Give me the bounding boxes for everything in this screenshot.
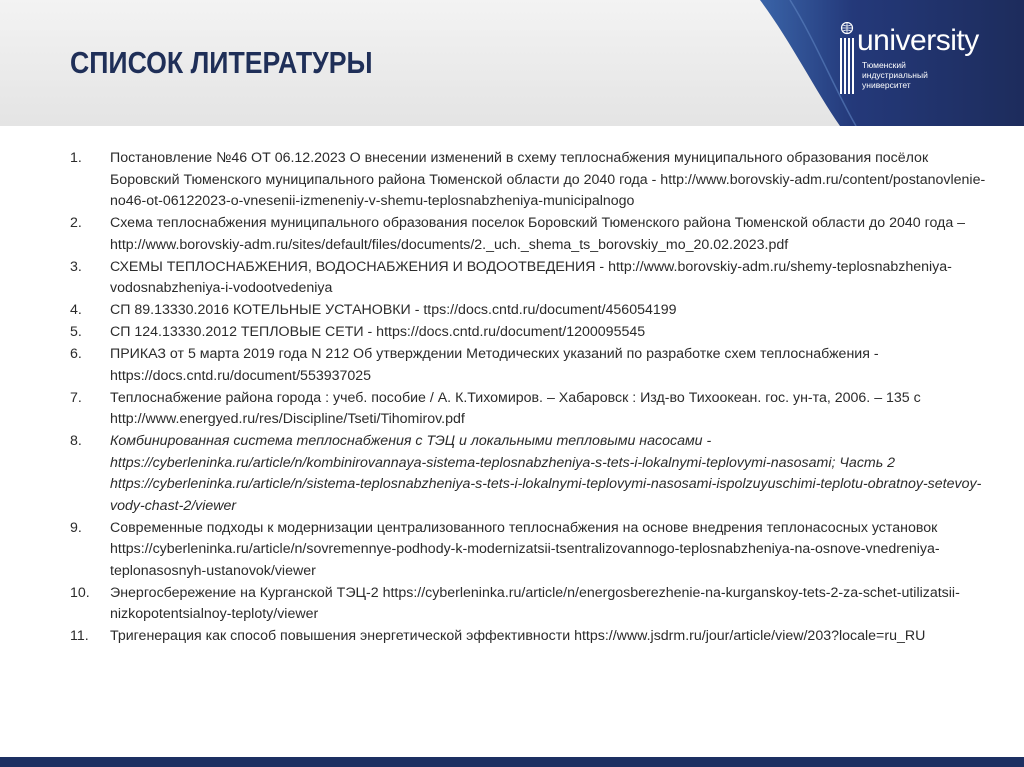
references-list [70, 148, 990, 648]
reference-number: 2. [70, 215, 82, 231]
footer-bar [0, 757, 1024, 767]
reference-item [70, 257, 990, 300]
reference-number: 6. [70, 346, 82, 362]
reference-number: 10. [70, 584, 90, 601]
reference-text: СХЕМЫ ТЕПЛОСНАБЖЕНИЯ, ВОДОСНАБЖЕНИЯ И ВОДООТВЕДЕНИЯ - http://www.borovskiy-adm.ru/shemy-teplosnabzheniya-vodosnabzheniya-i-vodootvedeniya [110, 258, 952, 296]
reference-text: Постановление №46 ОТ 06.12.2023 О внесении изменений в схему теплоснабжения муниципального образования посёлок Боровский Тюменского муниципального района Тюменской области до 2040 года - http://www.borovskiy-adm.ru/content/postanovlenie-no46-ot-06122023-o-vnesenii-izmeneniy-v-shemu-teplosnabzheniya-municipalnogo [110, 150, 986, 209]
logo-subtitle [862, 60, 928, 90]
logo-subtitle-line: университет [862, 80, 911, 90]
reference-number: 3. [70, 258, 82, 275]
reference-text: Современные подходы к модернизации централизованного теплоснабжения на основе внедрения теплонасосных установок https://cyberleninka.ru/article/n/sovremennye-podhody-k-modernizatsii-tsentralizovannogo-teplosnabzheniya-na-osnove-vnedreniya-teplonasosnyh-ustanovok/viewer [110, 519, 940, 579]
reference-item [70, 344, 990, 387]
reference-text: Схема теплоснабжения муниципального образования поселок Боровский Тюменского района Тюменской области до 2040 года –http://www.borovskiy-adm.ru/sites/default/files/documents/2._uch._shema_ts_borovskiy_mo_20.02.2023.pdf [110, 215, 966, 253]
university-logo [836, 22, 986, 100]
reference-number: 9. [70, 519, 82, 536]
reference-number: 11. [70, 628, 89, 644]
reference-number: 1. [70, 150, 82, 166]
reference-text: ПРИКАЗ от 5 марта 2019 года N 212 Об утверждении Методических указаний по разработке схем теплоснабжения - https://docs.cntd.ru/document/553937025 [110, 346, 879, 384]
reference-text: СП 124.13330.2012 ТЕПЛОВЫЕ СЕТИ - https://docs.cntd.ru/document/1200095545 [110, 324, 646, 340]
reference-text: Энергосбережение на Курганской ТЭЦ-2 https://cyberleninka.ru/article/n/energosberezhenie-na-kurganskoy-tets-2-za-schet-utilizatsii-nizkopotentsialnoy-teploty/viewer [110, 584, 960, 622]
reference-item [70, 322, 990, 344]
reference-item [70, 148, 990, 213]
reference-item [70, 213, 990, 256]
reference-item [70, 300, 990, 322]
logo-subtitle-line: индустриальный [862, 70, 928, 80]
reference-item [70, 431, 990, 517]
reference-item [70, 388, 990, 431]
reference-item [70, 518, 990, 583]
reference-text: Теплоснабжение района города : учеб. пособие / А. К.Тихомиров. – Хабаровск : Изд-во Тихоокеан. гос. ун-та, 2006. – 135 с http://www.energyed.ru/res/Discipline/Tseti/Tihomirov.pdf [110, 389, 921, 427]
logo-subtitle-line: Тюменский [862, 60, 906, 70]
slide-header [0, 0, 1024, 126]
reference-item [70, 626, 990, 648]
logo-globe-icon [836, 22, 858, 98]
reference-item [70, 583, 990, 626]
reference-text: Тригенерация как способ повышения энергетической эффективности https://www.jsdrm.ru/jour/article/view/203?locale=ru_RU [110, 628, 926, 644]
page-title: СПИСОК ЛИТЕРАТУРЫ [70, 45, 373, 80]
reference-number: 5. [70, 324, 82, 340]
reference-text: Комбинированная система теплоснабжения с ТЭЦ и локальными тепловыми насосами - https://cyberleninka.ru/article/n/kombinirovannaya-sistema-teplosnabzheniya-s-tets-i-lokalnymi-teplovymi-nasosami; Часть 2 https://cyberleninka.ru/article/n/sistema-teplosnabzheniya-s-tets-i-lokalnymi-teplovymi-nasosami-ispolzuyuschimi-teplotu-obratnoy-setevoy-vody-chast-2/viewer [110, 433, 982, 514]
reference-number: 7. [70, 389, 82, 406]
reference-text: СП 89.13330.2016 КОТЕЛЬНЫЕ УСТАНОВКИ - ttps://docs.cntd.ru/document/456054199 [110, 302, 677, 318]
logo-wordmark: university [857, 24, 979, 57]
reference-number: 8. [70, 433, 82, 449]
reference-number: 4. [70, 302, 82, 318]
